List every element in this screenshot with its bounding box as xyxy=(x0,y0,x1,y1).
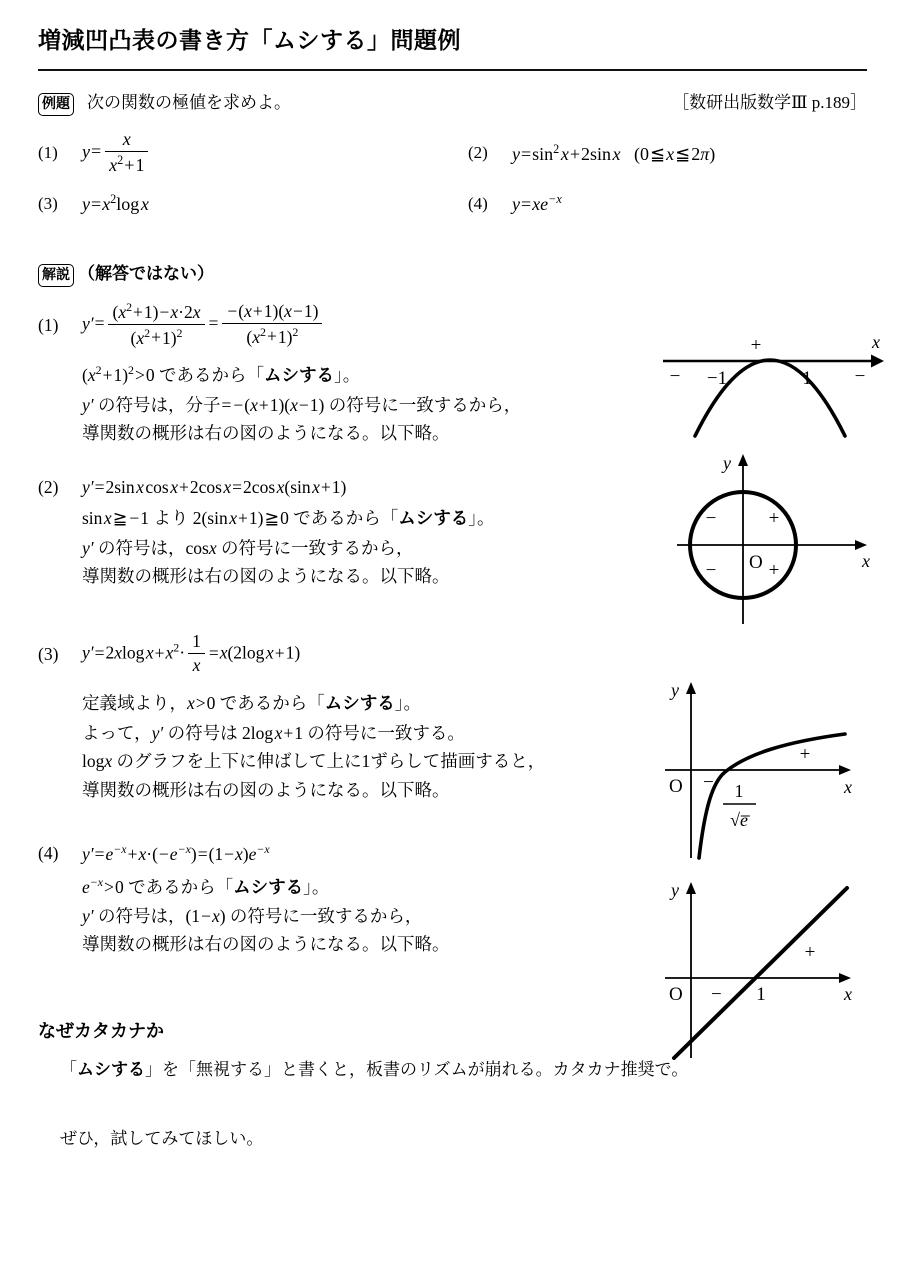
example-tag: 例題 xyxy=(38,93,74,116)
sign-minus-right: − xyxy=(854,366,866,387)
explanation-line: sin x≧ −1 より 2(sin x+1)≧0 であるから「ムシする」。 xyxy=(82,508,495,530)
root-label-minus-one: −1 xyxy=(706,368,728,389)
x-axis-arrowhead xyxy=(855,540,867,550)
sign-plus-middle: + xyxy=(750,335,762,356)
sign-upper-right: + xyxy=(768,508,780,529)
problem-number: (2) xyxy=(468,143,488,163)
origin-label: O xyxy=(669,984,683,1005)
x-axis-label: x xyxy=(872,332,880,352)
section-number: (3) xyxy=(38,644,59,665)
explanation-heading xyxy=(38,259,867,287)
derivative-row xyxy=(38,632,867,677)
derivative-formula: y′= $\frac{(x^2+1)-x\cdot 2x}{(x^2+1)^2}$ = $\frac{-(x+1)(x-1)}{(x^2+1)^2}$ xyxy=(82,301,325,350)
problem-item-4 xyxy=(468,187,867,221)
explanation-line: y′ の符号は，cosx の符号に一致するから， xyxy=(82,537,414,558)
explanation-line: 導関数の概形は右の図のようになる。以下略。 xyxy=(82,779,450,800)
problem-number: (1) xyxy=(38,143,58,163)
sign-plus-right: + xyxy=(799,744,811,765)
section-number: (2) xyxy=(38,477,59,498)
figure-unit-circle-sign-chart xyxy=(655,452,885,632)
explanation-tag: 解説 xyxy=(38,264,74,287)
x-axis-arrowhead xyxy=(871,355,884,368)
y-axis-label: y xyxy=(671,680,679,700)
explanation-line: よって，y′ の符号は 2log x+1 の符号に一致する。 xyxy=(82,722,465,743)
problem-number: (4) xyxy=(468,193,488,213)
explanation-line: logx のグラフを上下に伸ばして上に1ずらして描画すると， xyxy=(82,751,546,772)
x-axis-label: x xyxy=(844,984,852,1004)
problem-item-2 xyxy=(468,130,867,177)
closing-prefix: 「 xyxy=(60,1059,77,1079)
problem-formula: $y=xe^{-x}$ xyxy=(512,192,562,215)
sign-plus-right: + xyxy=(804,942,816,963)
line-svg xyxy=(655,878,885,1060)
x-axis-arrowhead xyxy=(839,973,851,983)
keyword-mushisuru: ムシする xyxy=(77,1059,145,1080)
origin-label: O xyxy=(749,552,763,573)
explanation-line: 定義域より，x>0 であるから「ムシする」。 xyxy=(82,693,422,715)
explanation-line: $e^{-x}>0$ であるから「ムシする」。 xyxy=(82,874,330,898)
explanation-line: $(x^2+1)^2>0$ であるから「ムシする」。 xyxy=(82,363,361,387)
keyword-mushisuru: ムシする xyxy=(398,509,469,530)
y-axis-label: y xyxy=(723,453,731,473)
figure-line-sign-chart xyxy=(655,878,885,1065)
keyword-mushisuru: ムシする xyxy=(233,877,304,898)
derivative-formula: y′=2xlog $x+x^2\cdot$ $\frac{1}{x}$ =x(2log x+1) xyxy=(82,631,301,676)
section-number: (4) xyxy=(38,842,59,863)
increasing-line xyxy=(674,888,847,1058)
x-axis-arrowhead xyxy=(839,765,851,775)
example-prompt-row xyxy=(38,88,867,116)
unit-circle-svg xyxy=(655,452,885,627)
keyword-mushisuru: ムシする xyxy=(263,366,334,387)
closing-rest: 」を「無視する」と書くと，板書のリズムが崩れる。カタカナ推奨で。 xyxy=(145,1059,689,1079)
closing-heading: なぜカタカナか xyxy=(38,1020,164,1042)
problem-formula: $y=\sin^2$ x+2sin x (0≦x≦2π) xyxy=(512,141,716,164)
explanation-line: y′ の符号は，分子= −(x+1)(x−1) の符号に一致するから， xyxy=(82,394,522,415)
sign-minus-left: − xyxy=(711,984,722,1005)
y-axis-arrowhead xyxy=(686,682,696,694)
figure-parabola-sign-chart xyxy=(655,318,885,445)
x-axis-label: x xyxy=(844,777,852,797)
y-axis-label: y xyxy=(671,880,679,900)
root-label-one: 1 xyxy=(802,368,812,389)
x-axis-label: x xyxy=(862,551,870,571)
problem-item-3 xyxy=(38,187,468,221)
title-divider xyxy=(38,69,867,71)
sign-lower-left: − xyxy=(705,560,717,581)
problem-list xyxy=(38,130,867,221)
keyword-mushisuru: ムシする xyxy=(324,694,395,715)
sign-lower-right: + xyxy=(768,560,780,581)
source-citation: ［数研出版数学Ⅲ p.189］ xyxy=(672,92,867,112)
page-title: 増減凹凸表の書き方「ムシする」問題例 xyxy=(38,28,461,54)
figure-log-curve-sign-chart xyxy=(655,678,885,865)
y-axis-arrowhead xyxy=(738,454,748,466)
closing-final: ぜひ，試してみてほしい。 xyxy=(60,1128,264,1148)
explanation-line: 導関数の概形は右の図のようになる。以下略。 xyxy=(82,423,450,444)
problem-item-1 xyxy=(38,130,468,177)
explanation-line: 導関数の概形は右の図のようになる。以下略。 xyxy=(82,566,450,587)
sign-minus-left: − xyxy=(669,366,681,387)
log-curve-svg xyxy=(655,678,885,860)
sign-minus-left: − xyxy=(703,772,714,793)
root-label-denominator: √e̅ xyxy=(730,810,748,830)
problem-formula: y= $\frac{x}{x^2+1}$ xyxy=(82,130,151,177)
root-label-one: 1 xyxy=(756,984,766,1005)
derivative-formula: y′=2sin x cos x+2cos x=2cos x(sin x+1) xyxy=(82,477,347,498)
parabola-svg xyxy=(655,318,885,440)
problem-number: (3) xyxy=(38,193,58,213)
explanation-line: y′ の符号は，(1−x) の符号に一致するから， xyxy=(82,906,423,927)
explanation-line: 導関数の概形は右の図のようになる。以下略。 xyxy=(82,934,450,955)
origin-label: O xyxy=(669,776,683,797)
explanation-heading-suffix: （解答ではない） xyxy=(78,263,214,284)
derivative-formula: $y'=e^{-x}+x\cdot(-e^{-x})=(1-x)e^{-x}$ xyxy=(82,841,270,864)
section-number: (1) xyxy=(38,314,59,335)
y-axis-arrowhead xyxy=(686,882,696,894)
problem-formula: $y=x^2\log$ x xyxy=(82,192,149,215)
root-label-numerator: 1 xyxy=(734,781,744,801)
log-curve xyxy=(699,734,845,858)
sign-upper-left: − xyxy=(705,508,717,529)
example-instruction: 次の関数の極値を求めよ。 xyxy=(87,92,291,112)
